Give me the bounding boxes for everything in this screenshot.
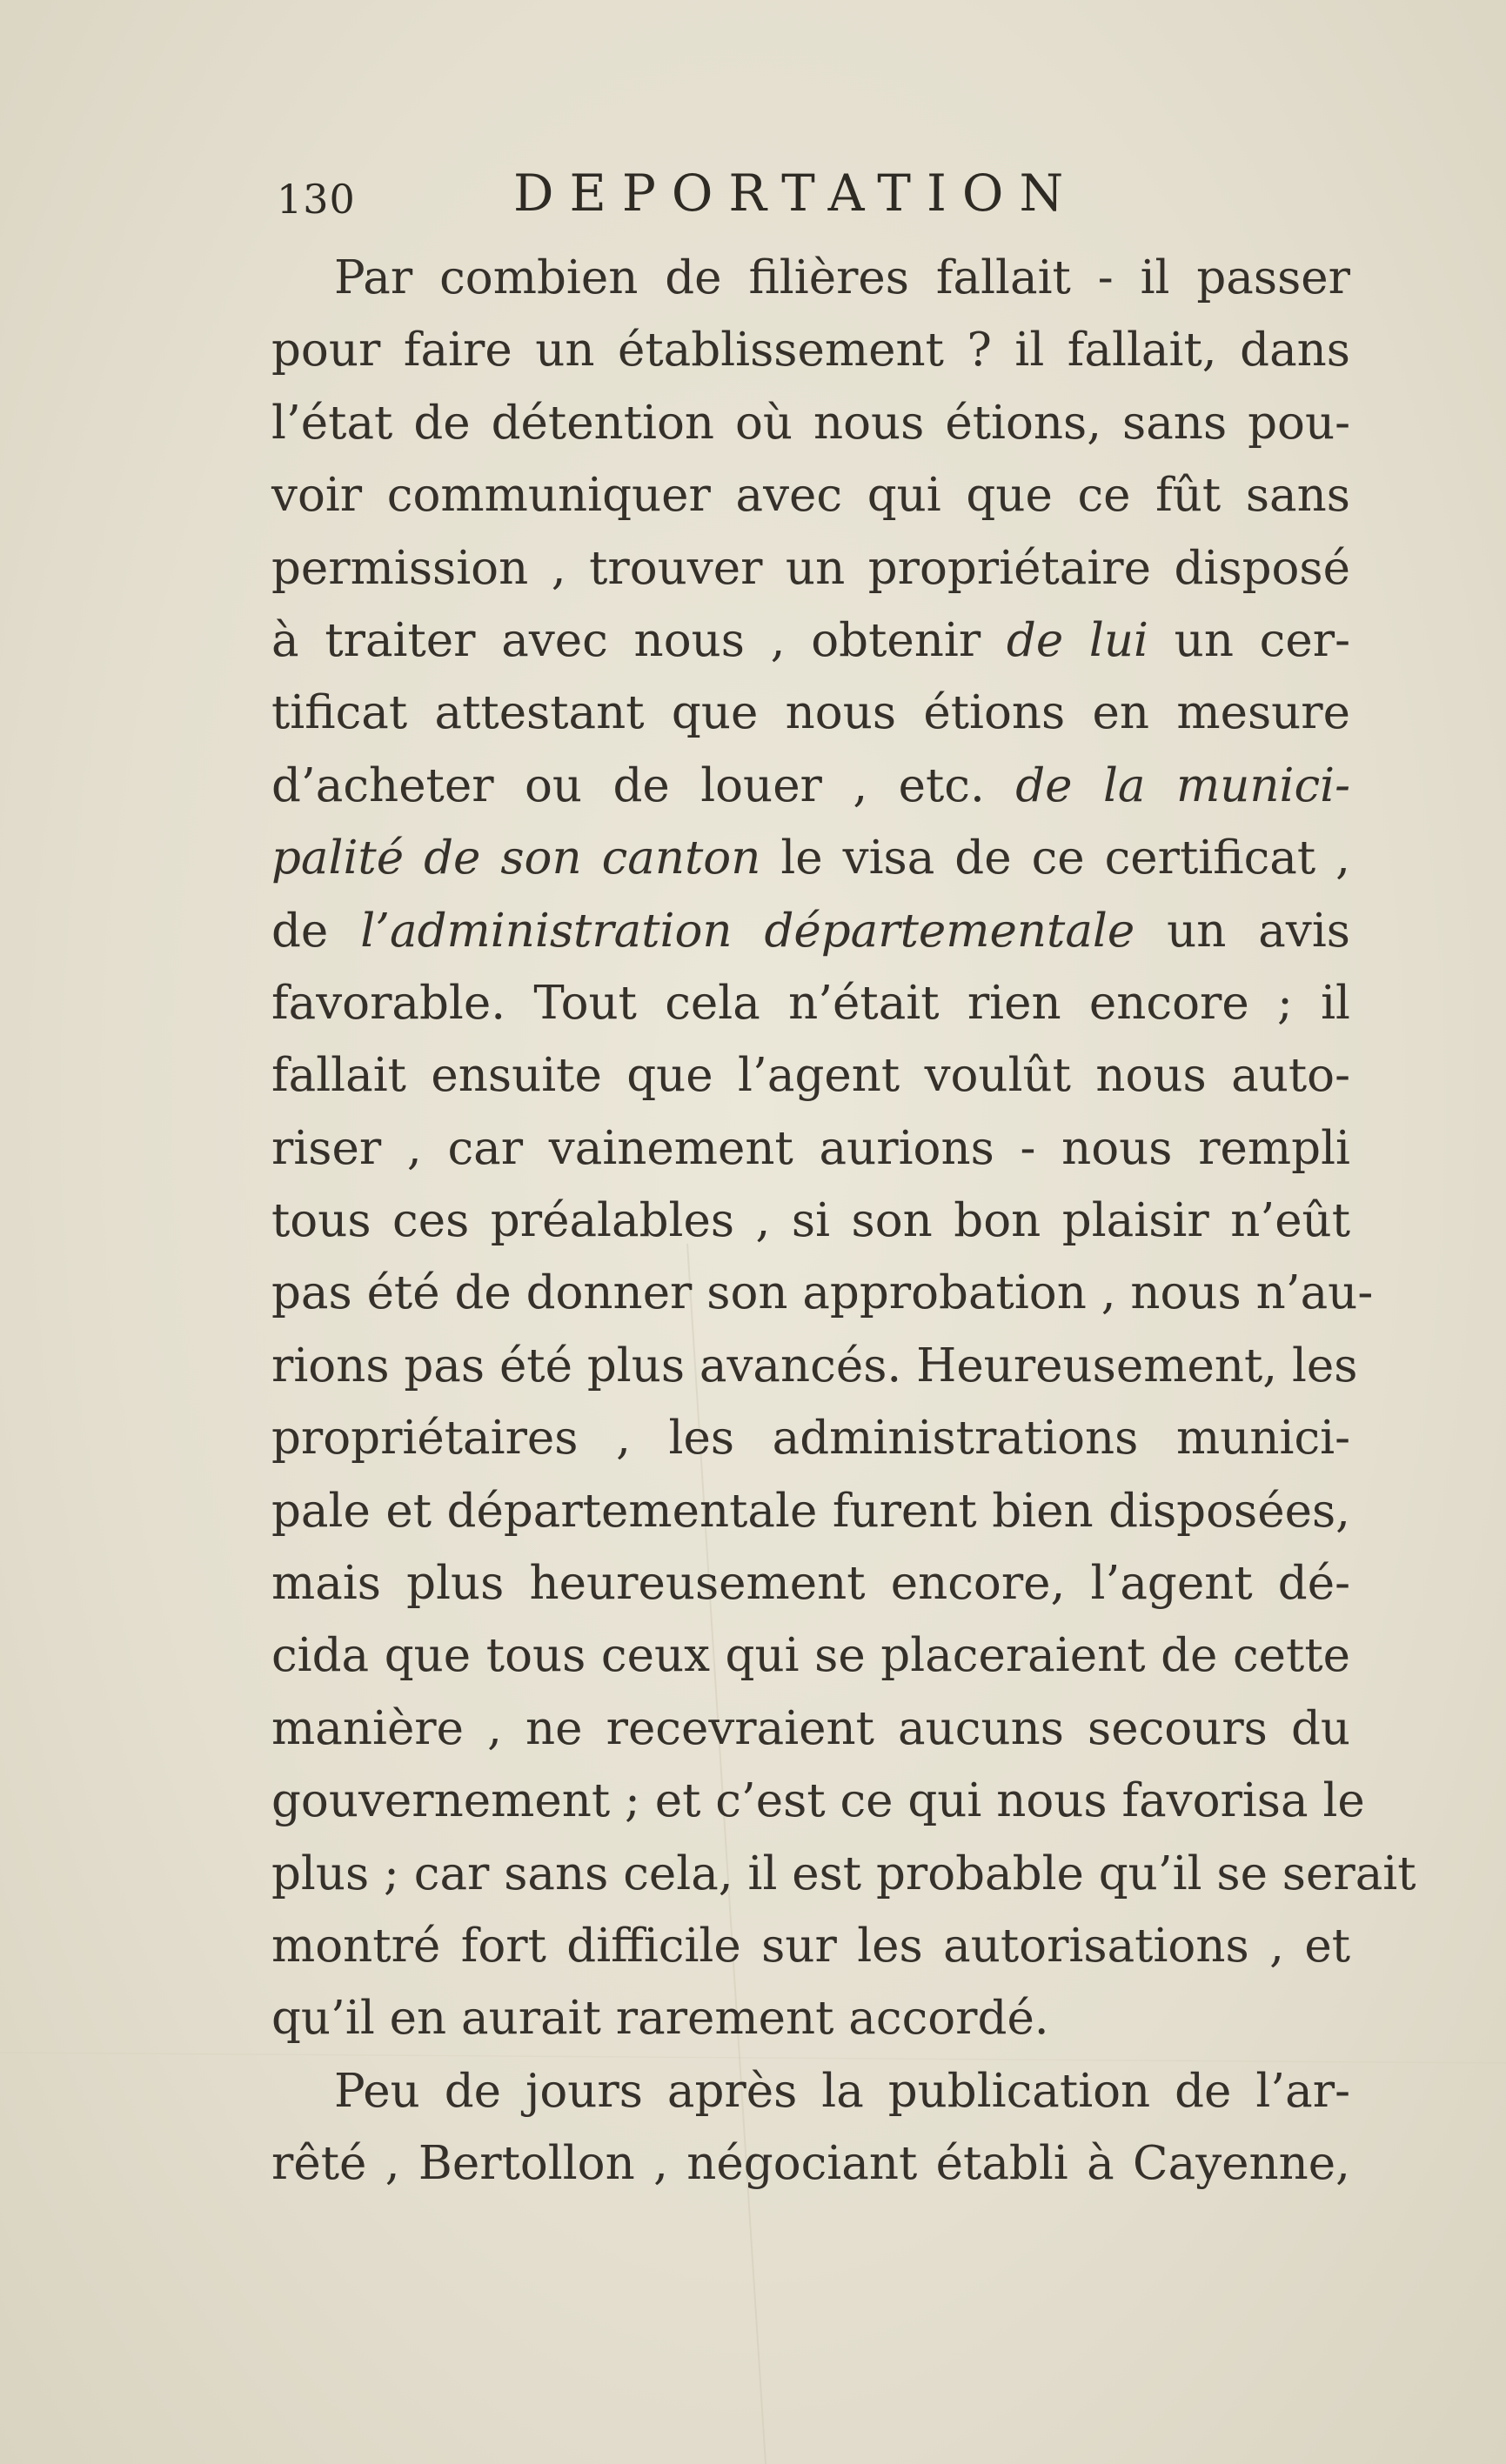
line-text: cida que tous ceux qui se placeraient de cette bbox=[271, 1629, 1350, 1683]
line-text: permission , trouver un propriétaire disposé bbox=[271, 541, 1350, 595]
italic-phrase: de la munici- bbox=[1015, 758, 1350, 812]
line-text: d’acheter ou de louer , etc. bbox=[271, 758, 1016, 812]
text-line bbox=[271, 750, 1350, 822]
page-header bbox=[277, 164, 1373, 224]
text-line bbox=[271, 459, 1350, 531]
line-text: Peu de jours après la publication de l’ar- bbox=[334, 2064, 1350, 2118]
line-text: de bbox=[271, 904, 361, 958]
text-line bbox=[271, 1619, 1350, 1692]
text-line bbox=[271, 2127, 1350, 2200]
body-text bbox=[271, 242, 1416, 2200]
line-text: un cer- bbox=[1148, 613, 1350, 667]
text-line bbox=[271, 1547, 1350, 1619]
text-line bbox=[271, 1039, 1350, 1112]
text-line bbox=[271, 895, 1350, 967]
line-text: pas été de donner son approbation , nous n’au- bbox=[271, 1266, 1374, 1320]
line-text: le visa de ce certificat , bbox=[760, 831, 1350, 885]
line-text: riser , car vainement aurions - nous rempli bbox=[271, 1121, 1350, 1175]
text-line bbox=[271, 677, 1350, 749]
line-text: voir communiquer avec qui que ce fût sans bbox=[271, 469, 1350, 523]
line-text: pale et départementale furent bien disposées, bbox=[271, 1484, 1350, 1538]
italic-phrase: de lui bbox=[1006, 613, 1148, 667]
text-line bbox=[271, 822, 1350, 894]
line-text: l’état de détention où nous étions, sans pou- bbox=[271, 396, 1350, 450]
line-text: gouvernement ; et c’est ce qui nous favorisa le bbox=[271, 1774, 1365, 1828]
line-text: tificat attestant que nous étions en mesure bbox=[271, 686, 1350, 740]
line-text: mais plus heureusement encore, l’agent dé- bbox=[271, 1557, 1350, 1611]
text-line bbox=[271, 1693, 1350, 1765]
line-text: manière , ne recevraient aucuns secours du bbox=[271, 1701, 1350, 1755]
italic-phrase: palité de son canton bbox=[271, 831, 761, 885]
text-line bbox=[271, 1185, 1350, 1257]
text-line bbox=[271, 387, 1350, 459]
line-text: rions pas été plus avancés. Heureusement, les bbox=[271, 1339, 1358, 1392]
text-line bbox=[271, 1982, 1350, 2054]
text-line bbox=[271, 314, 1350, 386]
text-line bbox=[271, 532, 1350, 604]
text-line bbox=[271, 1112, 1350, 1185]
text-line bbox=[271, 967, 1350, 1039]
text-line bbox=[271, 1765, 1365, 1837]
line-text: fallait ensuite que l’agent voulût nous auto- bbox=[271, 1049, 1350, 1103]
running-title: DEPORTATION bbox=[513, 164, 1080, 223]
line-text: montré fort difficile sur les autorisations , et bbox=[271, 1919, 1350, 1973]
text-line bbox=[271, 604, 1350, 677]
line-text: tous ces préalables , si son bon plaisir n’eût bbox=[271, 1194, 1350, 1248]
line-text: à traiter avec nous , obtenir bbox=[271, 613, 1007, 667]
line-text: un avis bbox=[1135, 904, 1350, 958]
text-line bbox=[271, 242, 1350, 314]
text-line bbox=[271, 1257, 1374, 1329]
line-text: Par combien de filières fallait - il passer bbox=[334, 251, 1350, 304]
line-text: qu’il en aurait rarement accordé. bbox=[271, 1992, 1049, 2046]
line-text: propriétaires , les administrations munici- bbox=[271, 1412, 1350, 1466]
italic-phrase: l’administration départementale bbox=[360, 904, 1135, 958]
text-line bbox=[271, 1330, 1358, 1402]
text-line bbox=[271, 1475, 1350, 1547]
text-line bbox=[271, 2055, 1350, 2127]
page-number: 130 bbox=[277, 176, 356, 223]
text-line bbox=[271, 1838, 1416, 1910]
line-text: plus ; car sans cela, il est probable qu’il se serait bbox=[271, 1846, 1416, 1900]
line-text: pour faire un établissement ? il fallait, dans bbox=[271, 324, 1350, 377]
text-line bbox=[271, 1402, 1350, 1474]
line-text: favorable. Tout cela n’était rien encore ; il bbox=[271, 976, 1350, 1030]
line-text: rêté , Bertollon , négociant établi à Cayenne, bbox=[271, 2137, 1350, 2191]
text-line bbox=[271, 1910, 1350, 1982]
